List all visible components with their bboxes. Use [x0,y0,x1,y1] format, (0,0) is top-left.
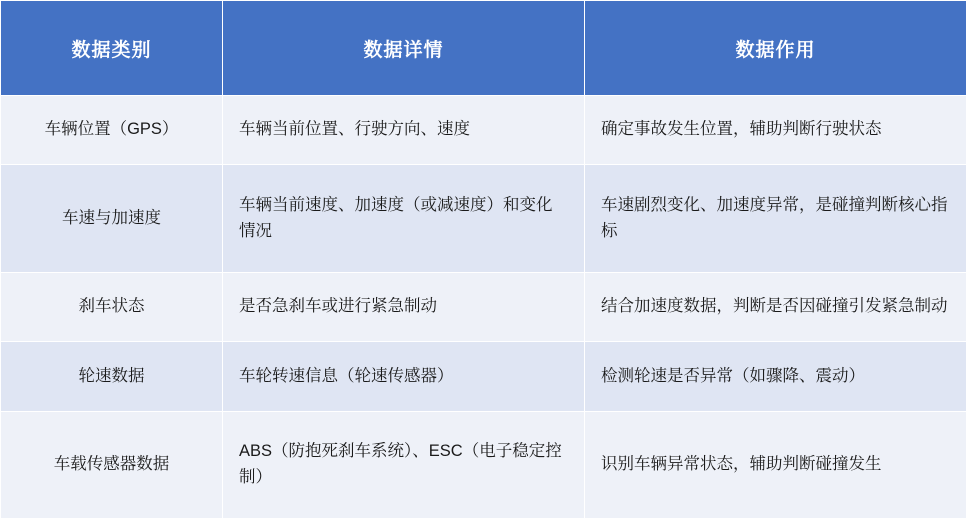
cell-purpose: 确定事故发生位置，辅助判断行驶状态 [585,96,966,165]
table-row [1,165,966,272]
cell-detail: 车辆当前位置、行驶方向、速度 [223,96,585,165]
table-body [1,96,966,519]
table-row [1,96,966,165]
cell-purpose: 识别车辆异常状态，辅助判断碰撞发生 [585,411,966,518]
cell-category: 车速与加速度 [1,165,223,272]
cell-detail: 是否急刹车或进行紧急制动 [223,272,585,341]
table-row [1,342,966,411]
table-header [1,1,966,96]
cell-detail: ABS（防抱死刹车系统）、ESC（电子稳定控制） [223,411,585,518]
cell-purpose: 车速剧烈变化、加速度异常，是碰撞判断核心指标 [585,165,966,272]
table-header-row [1,1,966,96]
column-header-purpose: 数据作用 [585,1,966,96]
table-row [1,272,966,341]
column-header-category: 数据类别 [1,1,223,96]
table-row [1,411,966,518]
cell-purpose: 检测轮速是否异常（如骤降、震动） [585,342,966,411]
cell-category: 车载传感器数据 [1,411,223,518]
cell-detail: 车辆当前速度、加速度（或减速度）和变化情况 [223,165,585,272]
cell-purpose: 结合加速度数据，判断是否因碰撞引发紧急制动 [585,272,966,341]
column-header-detail: 数据详情 [223,1,585,96]
cell-detail: 车轮转速信息（轮速传感器） [223,342,585,411]
cell-category: 轮速数据 [1,342,223,411]
cell-category: 刹车状态 [1,272,223,341]
cell-category: 车辆位置（GPS） [1,96,223,165]
